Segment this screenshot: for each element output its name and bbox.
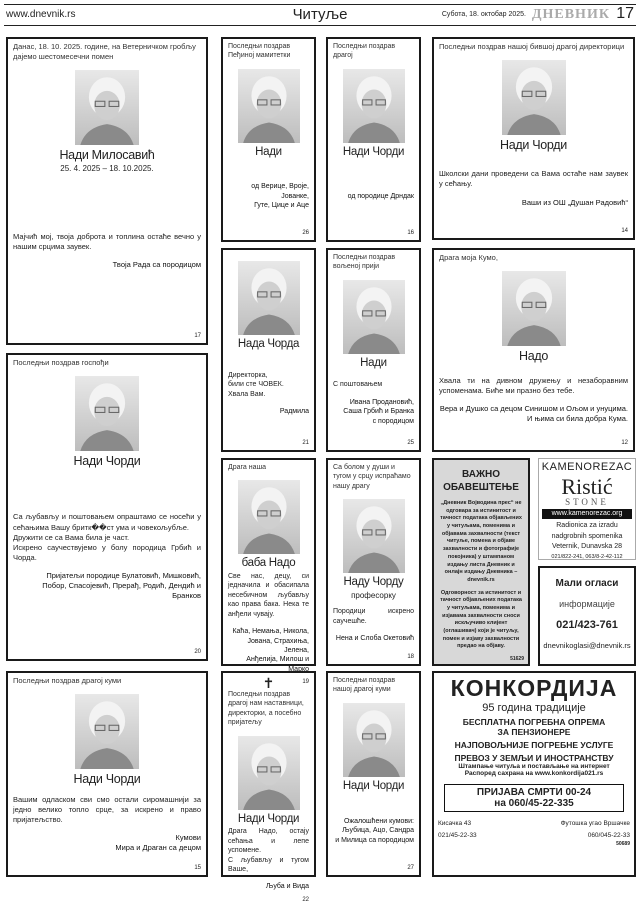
important-notice: [432, 458, 530, 666]
obituary-signature: [13, 833, 201, 853]
signature-line: Кумови: [175, 833, 201, 843]
ad-line: НАЈПОВОЉНИЈЕ ПОГРЕБНЕ УСЛУГЕ: [454, 740, 614, 750]
obituary-notice: [6, 37, 208, 345]
obituary-signature: [439, 198, 628, 208]
obituary-notice: [432, 37, 635, 240]
ad-addresses: [438, 818, 630, 841]
obituary-text: [228, 827, 309, 874]
text-paragraph: С поштовањем: [333, 381, 383, 389]
obituary-text: [228, 572, 309, 619]
deceased-name: Нади Чорди: [73, 454, 141, 469]
obituary-signature: [13, 260, 201, 270]
obituary-intro: Последњи поздрав Пеђиној мамитетки: [228, 43, 291, 60]
notice-paragraph: „Дневник Војводина прес“ не одговара за истинитост и тачност података објављених у читуљама, поменима и објавама захвалности (текст читуље, помена и објаве захвалности и фотографије покојника) у штампаном издању листа Дневник и онлајн издању Дневника – dnevnik.rs: [440, 500, 522, 583]
obituary-notice: [6, 353, 208, 661]
text-paragraph: Мајчић мој, твоја доброта и топлина остаће вечно у нашим срцима заувек.: [13, 232, 201, 252]
obituary-signature: [439, 404, 628, 424]
text-paragraph: Све нас, децу, си једначила и обасипала несебичном љубављу као права бака. Нека те анђели чувају.: [228, 572, 309, 618]
obituary-text: [333, 607, 414, 626]
obituary-number: 12: [621, 439, 628, 446]
portrait-photo: [75, 376, 139, 451]
death-report-box: [444, 784, 624, 812]
brand-sub: STONE: [565, 496, 609, 507]
obituary-intro: Последњи поздрав госпођи: [13, 358, 109, 367]
obituary-intro: Последњи поздрав вољеној прији: [333, 254, 396, 271]
signature-line: Ваши из ОШ „Душан Радовић“: [521, 197, 628, 207]
obituary-intro: Са болом у души и тугом у срцу испраћамо нашу драгу: [333, 464, 411, 490]
issue-date: Субота, 18. октобар 2025.: [441, 11, 526, 18]
ad-line: Radionica za izradu: [556, 522, 618, 529]
ad-title: Мали огласи: [555, 578, 619, 589]
ad-phone: на 060/45-22-335: [494, 798, 574, 809]
obituary-notice: [221, 248, 316, 452]
obituary-intro: Данас, 18. 10. 2025. године, на Ветерничком гробљу дајемо шестомесечни помен: [13, 42, 196, 62]
obituary-number: 15: [194, 864, 201, 871]
ad-title: KAMENOREZAC: [541, 461, 633, 473]
text-paragraph: Школски дани проведени са Вама остаће нам заувек у сећању.: [439, 169, 628, 189]
obituary-number: 27: [407, 864, 414, 871]
signature-line: и Милица са породицом: [335, 836, 414, 844]
obituary-notice: [221, 458, 316, 686]
signature-line: Радмила: [279, 408, 309, 416]
signature-line: Побор, Спасојевић, Прерађ, Родић, Дендић и Бранков: [42, 581, 201, 601]
obituary-text: [439, 169, 628, 189]
obituary-signature: [333, 817, 414, 845]
obituary-number: 25: [407, 439, 414, 446]
portrait-photo: [343, 499, 405, 573]
obituary-signature: [333, 634, 414, 643]
newspaper-logo: ДНЕВНИК: [531, 7, 610, 22]
obituary-number: 22: [302, 896, 309, 903]
obituary-number: 14: [621, 227, 628, 234]
obituary-intro: Последњи поздрав драгој нам наставници, директорки, а посебно пријатељу: [228, 691, 304, 727]
ad-line: ЗА ПЕНЗИОНЕРЕ: [497, 727, 571, 737]
deceased-name: Нади Чорди: [237, 812, 300, 825]
text-paragraph: С љубављу и тугом Ваше,: [228, 856, 309, 874]
ad-line: БЕСПЛАТНА ПОГРЕБНА ОПРЕМА: [462, 717, 606, 727]
deceased-name: Нади Чорди: [342, 779, 405, 792]
obituary-text: [13, 512, 201, 563]
ad-address: Veternik, Dunavska 28: [551, 543, 623, 550]
obituary-signature: [228, 882, 309, 891]
obituary-intro: Последњи поздрав драгој куми: [13, 676, 122, 685]
deceased-name: баба Надо: [241, 557, 296, 570]
phone: 060/045-22-33: [587, 831, 630, 839]
ad-info: информације: [559, 599, 615, 609]
obituary-notice: [221, 37, 316, 242]
portrait-photo: [75, 70, 139, 145]
signature-line: Ожалошћени кумови:: [343, 817, 414, 825]
obituary-number: 18: [407, 653, 414, 660]
ad-phones: 021/822-241, 063/8-2-42-112: [551, 553, 623, 560]
notice-paragraph: Одговорност за истинитост и тачност објављених података у читуљама, поменима и изјавама захвалности сноси искључиво клијент (оглашивач) који је читуљу, помен и изјаву захвалности предао на објаву.: [440, 589, 522, 650]
ad-tagline: 95 година традиције: [482, 702, 586, 714]
signature-line: Љубица, Ацо, Сандра: [342, 827, 414, 835]
signature-line: Љуба и Вида: [265, 883, 309, 891]
kamenorezac-ad: [538, 458, 636, 560]
signature-line: Вера и Душко са децом Синишом и Ољом и унуцима.: [439, 403, 628, 413]
ad-code: 50689: [616, 841, 630, 848]
obituary-notice: [432, 248, 635, 452]
obituary-intro: Последњи поздрав драгој: [333, 43, 396, 60]
obituary-signature: [228, 182, 309, 210]
obituary-text: [439, 376, 628, 396]
portrait-photo: [238, 480, 300, 554]
portrait-photo: [343, 69, 405, 143]
signature-line: од породице Дрндак: [347, 192, 414, 200]
cross-icon: ✝: [262, 675, 275, 691]
signature-line: Твоја Рада са породицом: [112, 260, 201, 270]
ad-line: nadgrobnih spomenika: [551, 532, 623, 540]
text-paragraph: Директорка,: [228, 371, 268, 379]
obituary-number: 19: [302, 679, 309, 686]
obituary-intro: Драга наша: [228, 464, 267, 471]
obituary-subtitle: професорку: [351, 590, 396, 600]
ad-line: ПРИЈАВА СМРТИ 00-24: [476, 787, 592, 798]
obituary-subtitle: 25. 4. 2025 – 18. 10.2025.: [60, 164, 154, 174]
text-paragraph: били сте ЧОВЕК.: [228, 381, 284, 389]
deceased-name: Нади Чорди: [342, 145, 405, 158]
signature-line: од Верице, Вроје, Јованке,: [251, 183, 309, 200]
ad-code: 51629: [510, 656, 524, 663]
portrait-photo: [343, 280, 405, 354]
obituary-intro: Драга моја Кумо,: [439, 253, 498, 262]
obituary-number: 16: [407, 229, 414, 236]
deceased-name: Нади Милосавић: [59, 148, 155, 163]
deceased-name: Нада Чорда: [237, 338, 300, 350]
ad-title: КОНКОРДИЈА: [450, 675, 618, 701]
obituary-signature: [228, 627, 309, 674]
obituary-text: [228, 371, 309, 399]
page-number: 17: [616, 5, 634, 22]
deceased-name: Нади Чорди: [73, 772, 141, 787]
obituary-signature: [228, 407, 309, 416]
address: Кисачка 43: [438, 820, 472, 827]
signature-line: Каћа, Немања, Никола,: [232, 628, 309, 636]
signature-line: Мира и Драган са децом: [115, 843, 201, 853]
ad-line: Штампање читуља и постављање на интернет: [458, 763, 610, 770]
obituary-number: 20: [194, 648, 201, 655]
obituary-notice: [326, 248, 421, 452]
obituary-notice: [221, 671, 316, 903]
text-paragraph: Искрено саучествујемо у болу породица Грбић и Чорда.: [13, 542, 201, 562]
obituary-text: [333, 380, 414, 389]
page-header: [4, 4, 636, 26]
obituary-signature: [333, 192, 414, 201]
phone: 021/45-22-33: [438, 831, 477, 839]
obituary-notice: [6, 671, 208, 877]
signature-line: Анђелија, Милош и Марко: [246, 656, 309, 673]
text-paragraph: Породици искрено саучешће.: [333, 608, 414, 625]
portrait-photo: [238, 736, 300, 810]
obituary-text: [13, 232, 201, 252]
text-paragraph: Вашим одласком сви смо остали сиромашнији за једно велико топло срце, за искрено и право пријатељство.: [13, 794, 201, 824]
obituary-signature: [13, 571, 201, 601]
deceased-name: Нади: [360, 356, 387, 369]
ad-line: ПРЕВОЗ У ЗЕМЉИ И ИНОСТРАНСТВУ: [454, 753, 614, 763]
classifieds-ad: [538, 566, 636, 666]
ad-url[interactable]: www.kamenorezac.org: [542, 509, 632, 520]
signature-line: Гуте, Цице и Аце: [254, 202, 309, 210]
ad-phone: 021/423-761: [556, 619, 618, 631]
portrait-photo: [502, 271, 566, 346]
deceased-name: Наду Чорду: [343, 576, 404, 589]
obituary-number: 17: [194, 332, 201, 339]
text-paragraph: Хвала Вам.: [228, 390, 266, 398]
portrait-photo: [343, 703, 405, 777]
text-paragraph: Хвала ти на дивном дружењу и незаборавним успоменама. Биће ми празно без тебе.: [439, 375, 628, 395]
signature-line: Ивана Продановић,: [349, 398, 414, 406]
obituary-number: 21: [302, 439, 309, 446]
obituary-notice: [326, 458, 421, 666]
text-paragraph: Драга Надо, остају сећања и лепе успомене.: [228, 828, 309, 855]
portrait-photo: [502, 60, 566, 135]
address: Футошка угао Вршачке: [560, 820, 630, 827]
signature-line: И њима си била добра Кума.: [526, 414, 628, 424]
obituary-notice: [326, 37, 421, 242]
konkordija-ad: [432, 671, 636, 877]
obituary-text: [13, 795, 201, 825]
obituary-notice: [326, 671, 421, 877]
ad-email[interactable]: dnevnikoglasi@dnevnik.rs: [543, 641, 631, 650]
site-url[interactable]: www.dnevnik.rs: [6, 9, 76, 20]
signature-line: Нена и Слоба Окетовић: [335, 634, 414, 642]
deceased-name: Нади: [255, 145, 282, 158]
obituary-intro: Последњи поздрав нашој бившој драгој директорици: [439, 42, 625, 51]
ad-line: Распоред сахрана на www.konkordija021.rs: [464, 770, 604, 777]
signature-line: Саша Грбић и Бранка: [343, 408, 414, 416]
text-paragraph: Дружити се са Вама била је част.: [13, 532, 130, 542]
signature-line: Јована, Страхиња, Јелена,: [247, 637, 309, 655]
obituary-number: 26: [302, 229, 309, 236]
portrait-photo: [238, 69, 300, 143]
deceased-name: Надо: [518, 349, 549, 364]
obituary-signature: [333, 398, 414, 426]
signature-line: с породицом: [372, 417, 414, 425]
obituary-intro: Последњи поздрав нашој драгој куми: [333, 677, 396, 694]
signature-line: Пријатељи породице Булатовић, Мишковић,: [46, 571, 201, 581]
brand-logo: Ristić: [561, 473, 613, 499]
notice-title: ВАЖНО ОБАВЕШТЕЊЕ: [443, 469, 519, 493]
portrait-photo: [238, 261, 300, 335]
section-title: Читуље: [292, 6, 348, 23]
portrait-photo: [75, 694, 139, 769]
text-paragraph: Са љубављу и поштовањем опраштамо се носећи у сећањима Вашу бритк��ст ума и човекољубље.: [13, 512, 201, 532]
deceased-name: Нади Чорди: [500, 138, 567, 153]
